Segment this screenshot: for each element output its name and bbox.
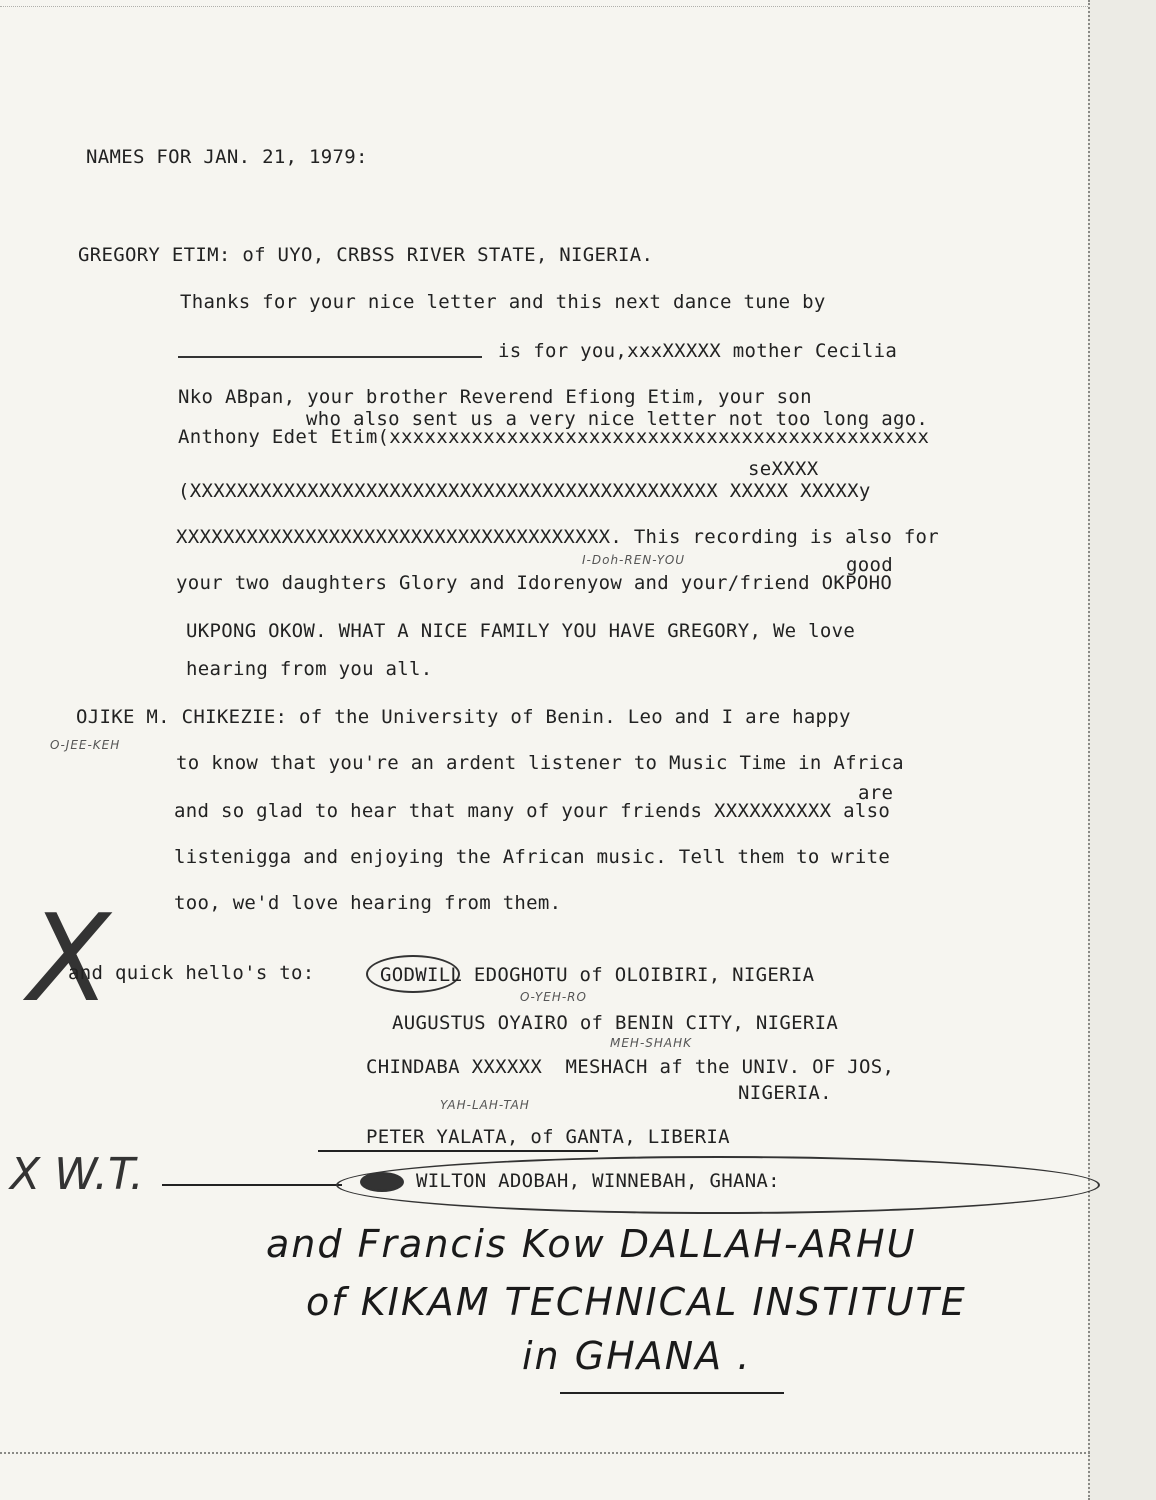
pronunciation-meshach: MEH-SHAHK bbox=[610, 1036, 693, 1050]
hello-entry-4: PETER YALATA, of GANTA, LIBERIA bbox=[366, 1126, 730, 1148]
gregory-line-6: XXXXXXXXXXXXXXXXXXXXXXXXXXXXXXXXXXXXX. This recording is also for bbox=[176, 526, 940, 548]
gregory-line-7: your two daughters Glory and Idorenyow and your/friend OKPOHO bbox=[176, 572, 893, 594]
hello-entry-5: WILTON ADOBAH, WINNEBAH, GHANA: bbox=[416, 1170, 780, 1192]
gregory-line-4-insert: who also sent us a very nice letter not too long ago. bbox=[306, 408, 929, 430]
gregory-line-4: Anthony Edet Etim(xxxxxxxxxxxxxxxxxxxxxxxxxxxxxxxxxxxxxxxxxxxxxx bbox=[178, 426, 930, 448]
handwritten-note-line-1: and Francis Kow DALLAH-ARHU bbox=[266, 1222, 917, 1266]
handwritten-note-line-2: of KIKAM TECHNICAL INSTITUTE bbox=[306, 1280, 967, 1324]
gregory-line-5: (XXXXXXXXXXXXXXXXXXXXXXXXXXXXXXXXXXXXXXXXXXXXX XXXXX XXXXXy bbox=[178, 480, 871, 502]
gregory-line-5-insert: seXXXX bbox=[748, 458, 819, 480]
hello-entry-1: GODWILL EDOGHOTU of OLOIBIRI, NIGERIA bbox=[380, 964, 815, 986]
ojike-line-4: too, we'd love hearing from them. bbox=[174, 892, 562, 914]
hellos-intro: and quick hello's to: bbox=[68, 962, 315, 984]
page-title: NAMES FOR JAN. 21, 1979: bbox=[86, 146, 368, 168]
hello-entry-3-line-2: NIGERIA. bbox=[738, 1082, 832, 1104]
ojike-line-1: to know that you're an ardent listener to Music Time in Africa bbox=[176, 752, 904, 774]
pronunciation-ojike: O-JEE-KEH bbox=[50, 738, 121, 752]
pronunciation-yalata: YAH-LAH-TAH bbox=[440, 1098, 530, 1112]
hello-entry-2: AUGUSTUS OYAIRO of BENIN CITY, NIGERIA bbox=[392, 1012, 839, 1034]
gregory-line-8: UKPONG OKOW. WHAT A NICE FAMILY YOU HAVE GREGORY, We love bbox=[186, 620, 856, 642]
margin-x-mark: X bbox=[28, 890, 111, 1029]
ojike-line-2-insert: are bbox=[858, 782, 894, 804]
scribble-mark bbox=[360, 1172, 404, 1192]
gregory-line-3: Nko ABpan, your brother Reverend Efiong Etim, your son bbox=[178, 386, 812, 408]
handwritten-note-line-3: in GHANA . bbox=[522, 1334, 752, 1378]
ojike-line-3: listenigga and enjoying the African music. Tell them to write bbox=[174, 846, 891, 868]
pronunciation-idorenyow: I-Doh-REN-YOU bbox=[582, 553, 686, 567]
hello-entry-3: CHINDABA XXXXXX MESHACH af the UNIV. OF JOS, bbox=[366, 1056, 895, 1078]
pronunciation-oyairo: O-YEH-RO bbox=[520, 990, 587, 1004]
gregory-line-7-insert: good bbox=[846, 554, 893, 576]
bottom-page-edge bbox=[0, 1452, 1090, 1460]
top-edge bbox=[0, 6, 1156, 9]
gregory-line-1: Thanks for your nice letter and this next dance tune by bbox=[180, 291, 826, 313]
gregory-heading: GREGORY ETIM: of UYO, CRBSS RIVER STATE, NIGERIA. bbox=[78, 244, 654, 266]
blank-fill-line bbox=[178, 356, 482, 358]
arrow-line bbox=[162, 1184, 342, 1186]
right-page-edge bbox=[1088, 0, 1156, 1500]
xwt-mark: X W.T. bbox=[10, 1149, 144, 1200]
ojike-line-2: and so glad to hear that many of your friends XXXXXXXXXX also bbox=[174, 800, 891, 822]
underline-peter bbox=[318, 1150, 598, 1152]
gregory-line-9: hearing from you all. bbox=[186, 658, 433, 680]
underline-ghana bbox=[560, 1392, 784, 1394]
ojike-heading: OJIKE M. CHIKEZIE: of the University of Benin. Leo and I are happy bbox=[76, 706, 851, 728]
gregory-line-2: is for you,xxxXXXXX mother Cecilia bbox=[498, 340, 898, 362]
